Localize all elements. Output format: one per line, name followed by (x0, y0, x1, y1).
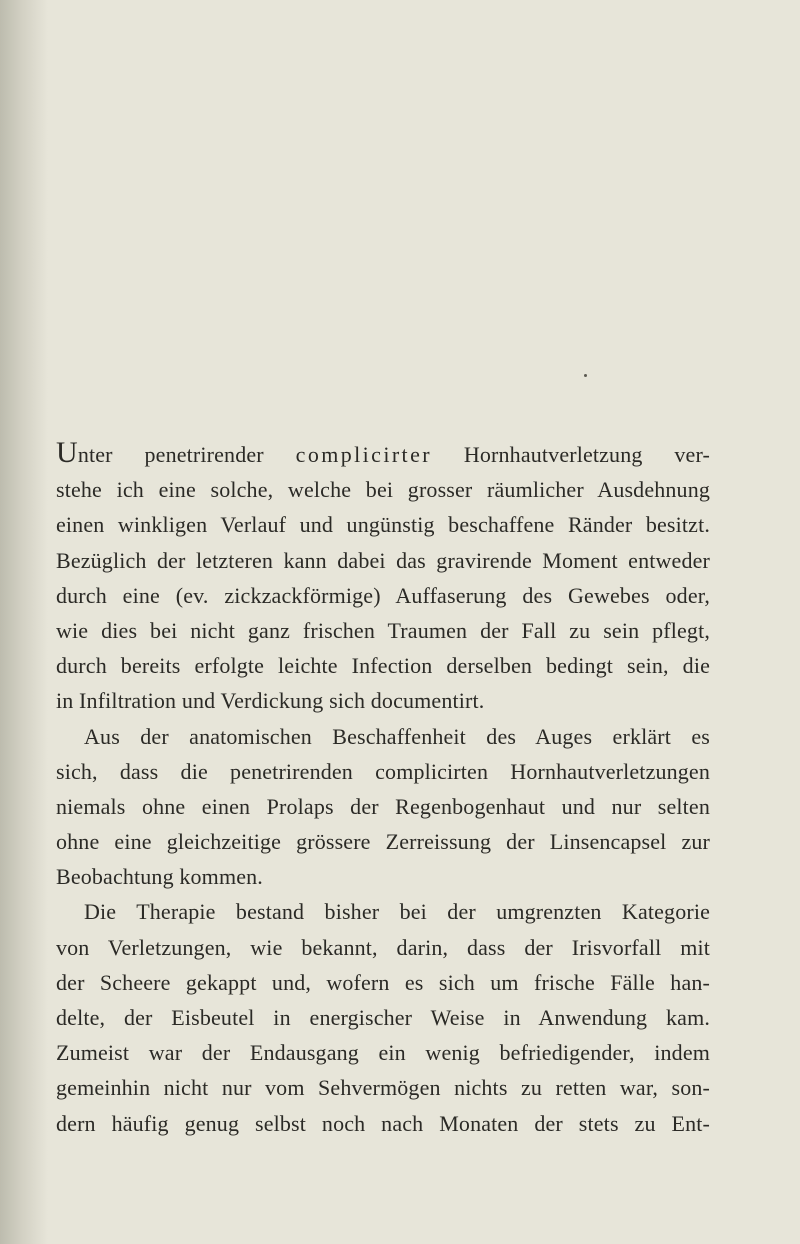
text-line-7: durch bereits erfolgte leichte Infection derselben bedingt sein, die (56, 653, 710, 679)
ink-speck (584, 374, 587, 377)
text-line-9: Aus der anatomischen Beschaffenheit des Auges erklärt es (84, 723, 710, 749)
drop-cap: U (56, 436, 78, 469)
body-text (56, 437, 710, 1141)
line-1-start: nter penetrirender (77, 442, 296, 467)
text-line-20: dern häufig genug selbst noch nach Monaten der stets zu Ent- (56, 1110, 710, 1136)
text-line-8: in Infiltration und Verdickung sich documentirt. (56, 688, 485, 714)
text-line-5: durch eine (ev. zickzackförmige) Auffaserung des Gewebes oder, (56, 582, 710, 608)
text-line-18: Zumeist war der Endausgang ein wenig befriedigender, indem (56, 1040, 710, 1066)
text-line-15: von Verletzungen, wie bekannt, darin, dass der Irisvorfall mit (56, 934, 710, 960)
text-line-13: Beobachtung kommen. (56, 864, 263, 890)
text-line-14: Die Therapie bestand bisher bei der umgrenzten Kategorie (84, 899, 710, 925)
text-line-4: Bezüglich der letzteren kann dabei das gravirende Moment entweder (56, 547, 710, 573)
emphasized-word: complicirter (295, 442, 432, 467)
text-line-12: ohne eine gleichzeitige grössere Zerreissung der Linsencapsel zur (56, 829, 710, 855)
text-line-2: stehe ich eine solche, welche bei grosser räumlicher Ausdehnung (56, 477, 710, 503)
text-line-6: wie dies bei nicht ganz frischen Traumen der Fall zu sein pflegt, (56, 617, 710, 643)
line-1-end: Hornhautverletzung ver- (431, 442, 710, 467)
text-line-1 (56, 437, 710, 472)
text-line-3: einen winkligen Verlauf und ungünstig beschaffene Ränder besitzt. (56, 512, 710, 538)
text-line-10: sich, dass die penetrirenden complicirten Hornhautverletzungen (56, 758, 710, 784)
text-line-16: der Scheere gekappt und, wofern es sich um frische Fälle han- (56, 969, 710, 995)
text-line-17: delte, der Eisbeutel in energischer Weise in Anwendung kam. (56, 1005, 710, 1030)
text-line-19: gemeinhin nicht nur vom Sehvermögen nichts zu retten war, son- (56, 1075, 710, 1101)
text-line-11: niemals ohne einen Prolaps der Regenbogenhaut und nur selten (56, 793, 710, 819)
binding-shadow (0, 0, 48, 1244)
